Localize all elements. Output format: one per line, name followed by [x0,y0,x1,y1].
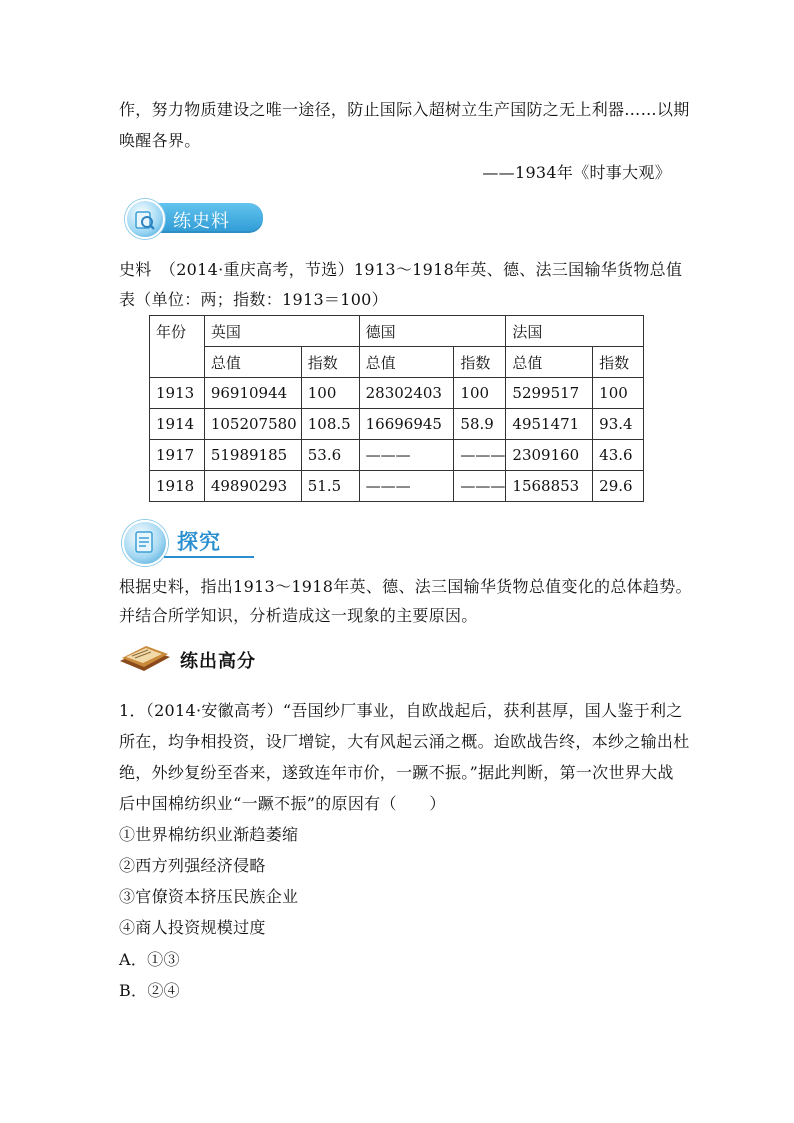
table-cell: 1568853 [506,471,593,502]
question-1-line-1: 1．（2014·安徽高考）“吾国纱厂事业，自欧战起后，获利甚厚，国人鉴于利之 [119,701,683,720]
table-cell: 58.9 [454,409,506,440]
table-cell: ——— [454,440,506,471]
table-header-row [150,316,644,347]
table-cell: 53.6 [301,440,359,471]
table-cell: 105207580 [204,409,301,440]
explore-line-1: 根据史料，指出1913～1918年英、德、法三国输华货物总值变化的总体趋势。 [119,577,692,596]
table-cell: 29.6 [593,471,644,502]
table-cell: 16696945 [359,409,454,440]
table-cell: 2309160 [506,440,593,471]
subheader-cell: 总值 [359,347,454,378]
table-cell: 1917 [150,440,205,471]
table-subheader-row [150,347,644,378]
material-line-1: 史料 （2014·重庆高考，节选）1913～1918年英、德、法三国输华货物总值 [119,260,683,279]
statement-item: ②西方列强经济侵略 [119,856,266,875]
table-cell: 100 [593,378,644,409]
section-title-explore: 探究 [177,530,221,554]
table-row [150,378,644,409]
table-cell: 43.6 [593,440,644,471]
table-cell: 51989185 [204,440,301,471]
subheader-cell: 指数 [301,347,359,378]
subheader-cell: 指数 [454,347,506,378]
question-1-line-3: 绝，外纱复纷至沓来，遂致连年市价，一蹶不振。”据此判断，第一次世界大战 [119,763,674,782]
intro-line-2: 唤醒各界。 [119,131,201,150]
intro-source: ——1934年《时事大观》 [482,163,671,182]
document-icon [122,520,168,566]
question-1-line-4: 后中国棉纺织业“一蹶不振”的原因有（ ） [119,794,446,813]
section-title-score: 练出高分 [180,651,256,672]
explore-line-2: 并结合所学知识，分析造成这一现象的主要原因。 [119,606,478,625]
table-cell: 51.5 [301,471,359,502]
trade-value-table [149,315,644,502]
answer-option-a: A．①③ [119,950,180,969]
table-cell: 1914 [150,409,205,440]
header-year: 年份 [150,316,205,378]
title-underline [164,556,254,558]
table-cell: 108.5 [301,409,359,440]
table-row [150,471,644,502]
table-cell: 1918 [150,471,205,502]
section-badge-explore [122,518,257,566]
material-line-2: 表（单位：两；指数：1913＝100） [119,290,388,309]
table-cell: ——— [359,471,454,502]
statement-item: ④商人投资规模过度 [119,918,266,937]
table-cell: 1913 [150,378,205,409]
magnifier-icon [125,199,165,239]
section-title-practice: 练史料 [173,211,230,232]
table-cell: ——— [454,471,506,502]
table-cell: 93.4 [593,409,644,440]
table-cell: 49890293 [204,471,301,502]
section-badge-practice [125,199,265,241]
table-cell: 100 [454,378,506,409]
table-cell: ——— [359,440,454,471]
subheader-cell: 总值 [506,347,593,378]
table-cell: 28302403 [359,378,454,409]
table-row [150,409,644,440]
answer-option-b: B．②④ [119,981,180,1000]
book-icon [118,641,172,673]
statement-item: ③官僚资本挤压民族企业 [119,887,299,906]
statement-item: ①世界棉纺织业渐趋萎缩 [119,825,299,844]
header-germany: 德国 [359,316,506,347]
subheader-cell: 总值 [204,347,301,378]
table-cell: 96910944 [204,378,301,409]
table-cell: 4951471 [506,409,593,440]
intro-line-1: 作，努力物质建设之唯一途径，防止国际入超树立生产国防之无上利器……以期 [119,100,690,119]
section-badge-score [118,638,288,674]
subheader-cell: 指数 [593,347,644,378]
header-britain: 英国 [204,316,359,347]
header-france: 法国 [506,316,644,347]
table-cell: 100 [301,378,359,409]
question-1-line-2: 所在，均争相投资，设厂增锭，大有风起云涌之概。迨欧战告终，本纱之输出杜 [119,732,690,751]
table-cell: 5299517 [506,378,593,409]
table-row [150,440,644,471]
